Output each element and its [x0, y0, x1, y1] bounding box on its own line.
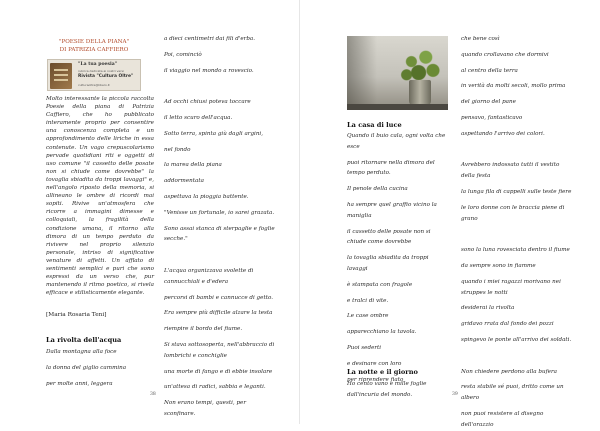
poem-notte — [347, 379, 449, 390]
right-page — [300, 0, 600, 428]
poem-line: Non chiedere perdono alla bufera — [461, 368, 557, 375]
poem-line: Ho cento vano e mille foglie — [347, 381, 427, 387]
poem-line: Si stava sottosoperta, nell'abbraccio di lombrichi e conchiglie — [164, 341, 275, 359]
page-number: 39 — [452, 392, 458, 397]
poem-line: addormentata — [164, 178, 204, 185]
poem-line: aspettava la pioggia battente. — [164, 193, 249, 200]
poem-line: Poi, cominciò — [164, 51, 202, 58]
logo-line-2: rubrica dedicata ai nostri versi — [78, 69, 124, 73]
poem-title-casa: La casa di luce — [347, 121, 402, 129]
poem-line: le loro donne con le braccia piene di grano — [461, 204, 565, 222]
poem-line: Ad occhi chiusi poteva toccare — [164, 99, 251, 106]
poem-continuation — [461, 34, 573, 431]
poem-line: del giorno del pane — [461, 99, 516, 106]
poem-line: aspettando l'arrivo dei colori. — [461, 130, 545, 137]
poem-line: da sempre sono in fiamme — [461, 262, 536, 269]
section-title-line-2: DI PATRIZIA CAFFIERO — [59, 47, 129, 53]
poem-line: in verità da molti secoli, mollo prima — [461, 83, 566, 90]
intro-author: [Maria Rosaria Teni] — [46, 312, 107, 318]
poem-line: puoi ritornare nella dimora del tempo perduto. — [347, 159, 435, 177]
logo-line-3: Rivista "Cultura Oltre" — [78, 74, 134, 79]
poem-line — [461, 229, 573, 240]
poem-line: per riprendere fiato — [347, 376, 404, 383]
poem-line: L'acqua organizzava svolette di cannucchiali e d'edera — [164, 267, 254, 285]
intro-text: Molto interessante la piccola raccolta Poesie della piana di Patrizia Caffiero, che ho pubblicato interamente proprio per consentire una conoscenza completa e un approfondimento delle liriche in essa contenute. Un vago crepuscolarismo pervade quotidiani riti e oggetti di uso comune "il cassetto delle posate non si chiude come dovrebbe" la tovaglia sbiadita da troppi lavaggi" e, nell'angolo riposto della memoria, si allineano le ombre di ricordi mai sopiti. Rivive un'atmosfera che ricorre a immagini dimesse e colloquiali, la fragilità della condizione umana, il ritorno alla dimora di un tempo perduto da rivivere nel proprio silenzio personale, intriso di significative venature di affetti. Un afflato di sentimenti semplici e puri che sono espressi da un verso che, pur mantenendo il ritmo poetico, si rivela efficace e stilisticamente elegante. — [46, 96, 154, 297]
poem-line — [461, 351, 573, 362]
poem-line — [164, 250, 276, 261]
poem-rivolta-part-1 — [46, 347, 154, 389]
poem-line: il viaggio nel mondo a rovescio. — [164, 67, 254, 74]
left-page — [0, 0, 300, 424]
poem-line — [164, 81, 276, 92]
poem-line: a dieci centimetri dai fili d'erba. — [164, 36, 256, 42]
poem-line: il letto scuro dell'acqua. — [164, 114, 233, 121]
poem-line: resta stabile sé puoi, dritto come un albero — [461, 384, 564, 402]
poem-line: Quando il buio cala, ogni volta che esce — [347, 133, 446, 150]
poem-line: Le case ombre — [347, 313, 389, 320]
poem-line: Puoi sederti — [347, 344, 382, 351]
poem-line: Sotto terra, spinta giù dagli argini, — [164, 130, 263, 137]
intro-paragraph — [46, 95, 154, 297]
poem-line: dall'incuria del mondo. — [347, 392, 413, 399]
poem-line: Non erano tempi, questi, per sconfinare. — [164, 400, 247, 417]
poem-line: e tralci di vite. — [347, 297, 389, 304]
poem-line: la marea della piana — [164, 162, 222, 169]
poem-title-notte: La notte e il giorno — [347, 368, 418, 376]
poem-casa — [347, 131, 449, 401]
poem-line: una morte di fango e di ebbie insolare — [164, 368, 273, 375]
book-icon — [50, 63, 72, 89]
poem-line: un'attesa di radici, sabbia e leganti. — [164, 384, 266, 391]
poem-line: gridavo rrata dal fondo dei pozzi — [461, 321, 554, 328]
poem-line: desiderai la rivolta — [461, 305, 515, 312]
poem-line: Avrebbero indossato tutti il vestito della festa — [461, 162, 560, 180]
poem-line: ha sempre quel graffio vicino la maniglia — [347, 201, 437, 219]
poem-line — [461, 145, 573, 156]
poem-line: per molte anni, leggera — [46, 380, 113, 387]
poem-line: il cassetto delle posate non si chiude come dovrebbe — [347, 228, 431, 246]
poem-line: è stampata con fragole — [347, 281, 413, 288]
poem-line: riempire il bordo del fiume. — [164, 326, 243, 333]
poem-line: Il penole della cucina — [347, 186, 408, 193]
poem-line: e desinare con loro — [347, 360, 402, 367]
poem-line: spingevo le ponte all'arrivo dei soldati. — [461, 336, 572, 343]
poem-title-rivolta: La rivolta dell'acqua — [46, 336, 122, 344]
poem-rivolta-part-2 — [164, 34, 276, 420]
poem-line: Sono assai stanca di sterpaglie e foglie secche." — [164, 225, 275, 243]
magazine-logo-image — [47, 59, 141, 91]
poem-line: pensavo, fantasticavo — [461, 114, 523, 121]
plant-photo — [347, 36, 448, 110]
logo-line-1: "La tua poesia" — [78, 62, 118, 67]
poem-line: la tovaglia sbiadita da troppi lavaggi — [347, 255, 429, 272]
poem-line: "Venisse un fortunale, io sarei grazata. — [164, 209, 275, 216]
poem-line: al centro della terra — [461, 67, 518, 74]
poem-line: quando i miei ragazzi morivano nei struppes le notti — [461, 278, 561, 296]
logo-line-4: culturaoltre@libero.it — [78, 83, 110, 87]
poem-line: che bene così — [461, 36, 500, 42]
poem-line: apparecchiano la tavola. — [347, 329, 417, 336]
poem-line: sono la luna rovesciata dentro il fiume — [461, 247, 570, 254]
poem-line: Dalla montagna alla foce — [46, 349, 117, 355]
poem-line: non puoi resistere al disegno dell'orazzio — [461, 410, 544, 428]
section-title — [44, 38, 144, 54]
page-number: 38 — [150, 392, 156, 397]
poem-line: Era sempre più difficile alzare la testa — [164, 310, 273, 317]
section-title-line-1: "POESIE DELLA PIANA" — [58, 39, 130, 45]
poem-line: la donna del giglio cammina — [46, 364, 127, 371]
poem-line: nel fondo — [164, 146, 191, 153]
poem-line: percorsi di bambi e cannucce di getto. — [164, 294, 273, 301]
poem-line: quando crollavano che dormivi — [461, 51, 549, 58]
poem-line: la lunga fila di cappelli sulle teste fiere — [461, 188, 572, 195]
